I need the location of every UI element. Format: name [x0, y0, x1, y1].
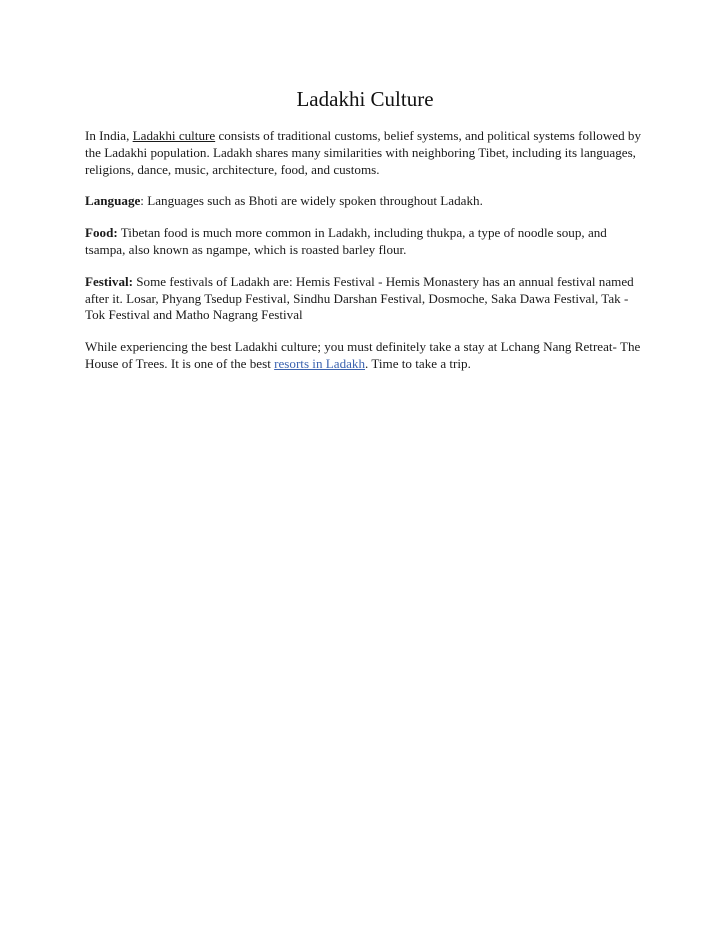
document-page	[85, 0, 645, 373]
food-label: Food:	[85, 225, 118, 241]
closing-text-after: . Time to take a trip.	[365, 355, 471, 371]
intro-paragraph	[85, 128, 645, 178]
language-text: : Languages such as Bhoti are widely spoken throughout Ladakh.	[140, 193, 483, 209]
language-paragraph	[85, 193, 645, 210]
food-text: Tibetan food is much more common in Ladakh, including thukpa, a type of noodle soup, and tsampa, also known as ngampe, which is roasted barley flour.	[85, 225, 607, 257]
resorts-in-ladakh-link[interactable]: resorts in Ladakh	[274, 355, 366, 371]
page-title: Ladakhi Culture	[296, 87, 434, 111]
intro-text-before: In India,	[85, 128, 133, 143]
intro-text-after: consists of traditional customs, belief systems, and political systems followed by the Ladakhi population. Ladakh shares many similarities with neighboring Tibet, including its languages, religions, dance, music, architecture, food, and customs.	[85, 128, 642, 177]
festival-text: Some festivals of Ladakh are: Hemis Festival - Hemis Monastery has an annual festival named after it. Losar, Phyang Tsedup Festival, Sindhu Darshan Festival, Dosmoche, Saka Dawa Festival, Tak - Tok Festival and Matho Nagrang Festival	[85, 273, 634, 323]
closing-text-before: While experiencing the best Ladakhi culture; you must definitely take a stay at Lchang Nang Retreat- The House of Trees. It is one of the best	[85, 339, 641, 371]
food-paragraph	[85, 225, 645, 259]
ladakhi-culture-term: Ladakhi culture	[132, 128, 216, 143]
language-label: Language	[85, 193, 141, 209]
closing-paragraph	[85, 339, 645, 373]
festival-label: Festival:	[85, 273, 133, 289]
festival-paragraph	[85, 274, 645, 324]
